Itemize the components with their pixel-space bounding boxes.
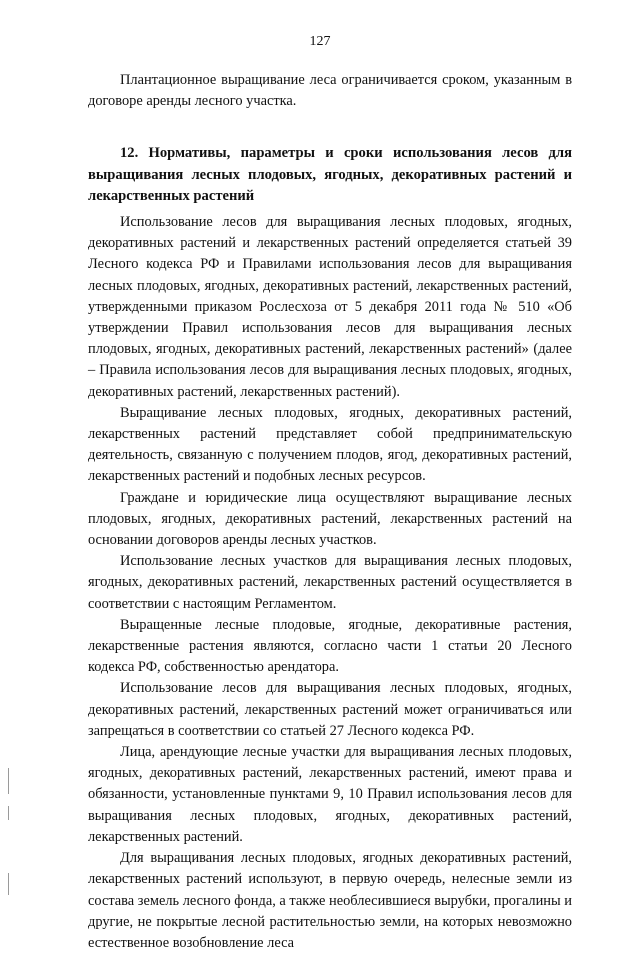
paragraph-7: Лица, арендующие лесные участки для выращивания лесных плодовых, ягодных, декоративных растений, лекарственных растений, имеют права и обязанности, установленные пунктами 9, 10 Правил использования лесов для выращивания лесных плодовых, ягодных, декоративных растений, лекарственных растений. <box>88 744 572 845</box>
scan-edge-mark <box>8 768 9 794</box>
paragraph-1: Использование лесов для выращивания лесных плодовых, ягодных, декоративных растений и лекарственных растений определяется статьей 39 Лесного кодекса РФ и Правилами использования лесов для выращивания лесных плодовых, ягодных, декоративных растений, лекарственных растений, утвержденными приказом Рослесхоза от 5 декабря 2011 года № 510 «Об утверждении Правил использования лесов для выращивания лесных плодовых, ягодных, декоративных растений, лекарственных растений» (далее – Правила использования лесов для выращивания лесных плодовых, ягодных, декоративных растений, лекарственных растений). <box>88 214 572 400</box>
page-number: 127 <box>309 34 331 49</box>
section-body <box>88 212 572 954</box>
paragraph-6: Использование лесов для выращивания лесных плодовых, ягодных, декоративных растений, лекарственных растений может ограничиваться или запрещаться в соответствии со статьей 27 Лесного кодекса РФ. <box>88 680 572 739</box>
scan-edge-mark <box>8 873 9 895</box>
section-title: Нормативы, параметры и сроки использования лесов для выращивания лесных плодовых, ягодных, декоративных растений и лекарственных растений <box>88 145 572 204</box>
paragraph-4: Использование лесных участков для выращивания лесных плодовых, ягодных, декоративных растений, лекарственных растений осуществляется в соответствии с настоящим Регламентом. <box>88 553 572 612</box>
paragraph-3: Граждане и юридические лица осуществляют выращивание лесных плодовых, ягодных, декоративных растений, лекарственных растений на основании договоров аренды лесных участков. <box>88 489 572 549</box>
paragraph-5: Выращенные лесные плодовые, ягодные, декоративные растения, лекарственные растения являются, согласно части 1 статьи 20 Лесного кодекса РФ, собственностью арендатора. <box>88 616 572 676</box>
intro-paragraph: Плантационное выращивание леса ограничивается сроком, указанным в договоре аренды лесного участка. <box>88 72 572 110</box>
scan-edge-mark <box>8 806 9 820</box>
paragraph-2: Выращивание лесных плодовых, ягодных, декоративных растений, лекарственных растений представляет собой предпринимательскую деятельность, связанную с получением плодов, ягод, декоративных растений, лекарственных растений и подобных лесных ресурсов. <box>88 404 572 485</box>
section-number: 12. <box>120 145 139 161</box>
intro-text-block <box>88 70 572 112</box>
section-heading <box>88 143 572 208</box>
paragraph-8: Для выращивания лесных плодовых, ягодных декоративных растений, лекарственных растений используют, в первую очередь, нелесные земли из состава земель лесного фонда, а также необлесившиеся вырубки, прогалины и другие, не покрытые лесной растительностью земли, на которых невозможно естественное возобновление леса <box>88 850 572 951</box>
